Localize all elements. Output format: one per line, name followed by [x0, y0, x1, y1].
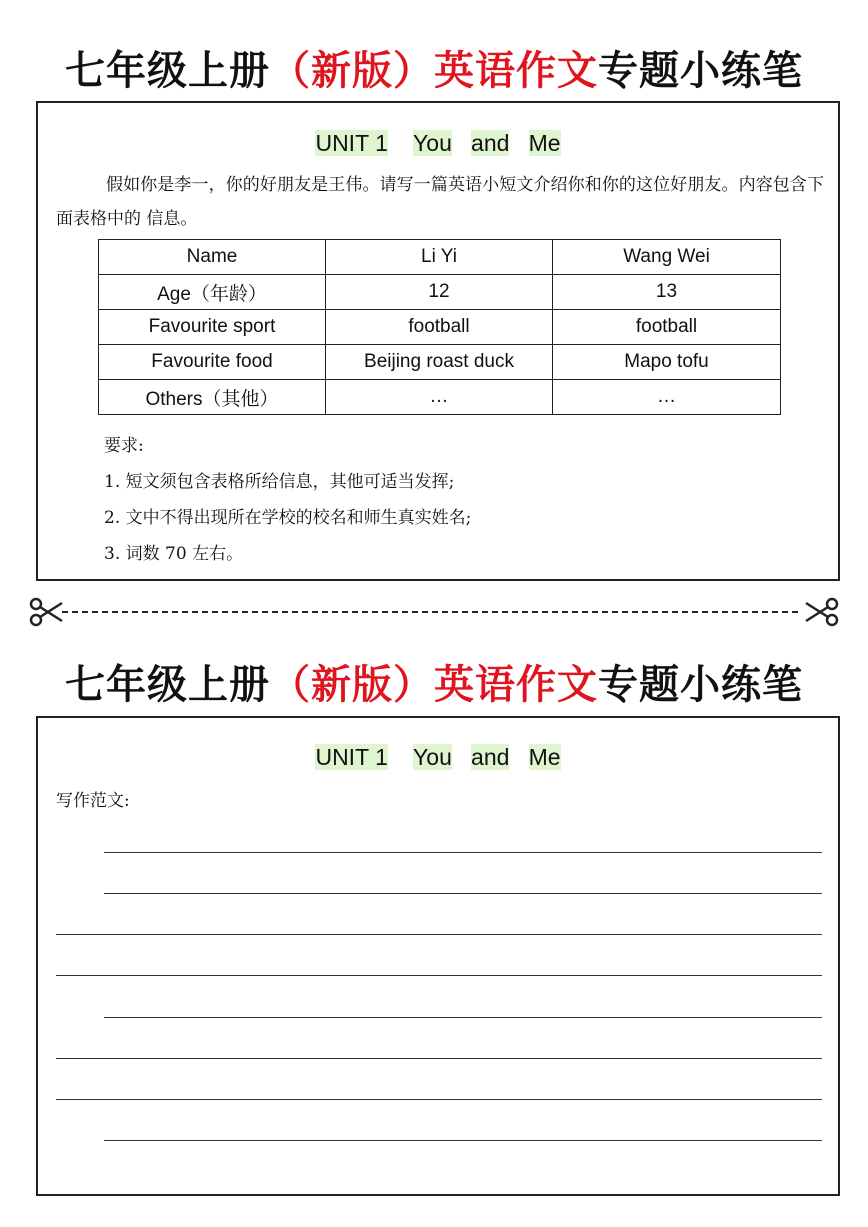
title-part-3: 专题小练笔 [598, 662, 803, 708]
unit-number: UNIT 1 [315, 744, 388, 770]
writing-label: 写作范文: [56, 791, 130, 811]
scissors-icon [28, 596, 64, 628]
title-part-2: （新版）英语作文 [270, 48, 598, 94]
info-table [98, 239, 781, 415]
writing-line[interactable] [104, 852, 822, 853]
unit-word-me: Me [528, 130, 561, 156]
cut-line [62, 611, 798, 613]
writing-line[interactable] [56, 1058, 822, 1059]
table-cell: Mapo tofu [553, 345, 781, 380]
table-cell: 12 [326, 275, 553, 310]
table-row [99, 275, 781, 310]
table-cell: Beijing roast duck [326, 345, 553, 380]
table-header-cell: Name [99, 240, 326, 275]
table-header-cell: Li Yi [326, 240, 553, 275]
table-cell: football [553, 310, 781, 345]
unit-word-and: and [471, 744, 510, 770]
table-cell: Age（年龄） [99, 275, 326, 310]
title-part-1: 七年级上册 [65, 662, 270, 708]
writing-line[interactable] [56, 934, 822, 935]
table-cell: Favourite food [99, 345, 326, 380]
table-header-cell: Wang Wei [553, 240, 781, 275]
table-cell: … [553, 380, 781, 415]
requirement-item: 3. 词数 70 左右。 [104, 544, 244, 564]
task-card [36, 101, 840, 581]
requirements [104, 428, 471, 572]
writing-card [36, 716, 840, 1196]
task-prompt: 假如你是李一，你的好朋友是王伟。请写一篇英语小短文介绍你和你的这位好朋友。内容包含下面表格中的 信息。 [56, 175, 824, 229]
writing-line[interactable] [104, 893, 822, 894]
table-cell: … [326, 380, 553, 415]
title-part-1: 七年级上册 [65, 48, 270, 94]
title-part-3: 专题小练笔 [598, 48, 803, 94]
page-title [0, 46, 868, 96]
requirement-item: 2. 文中不得出现所在学校的校名和师生真实姓名; [104, 508, 472, 528]
page-title-2 [0, 660, 868, 710]
table-row [99, 380, 781, 415]
unit-word-you: You [413, 744, 452, 770]
unit-heading [38, 129, 838, 157]
title-part-2: （新版）英语作文 [270, 662, 598, 708]
unit-word-me: Me [528, 744, 561, 770]
table-header-row [99, 240, 781, 275]
writing-line[interactable] [56, 1099, 822, 1100]
table-cell: Favourite sport [99, 310, 326, 345]
table-cell: football [326, 310, 553, 345]
unit-word-you: You [413, 130, 452, 156]
table-row [99, 345, 781, 380]
unit-word-and: and [471, 130, 510, 156]
unit-heading [38, 743, 838, 771]
writing-line[interactable] [104, 1017, 822, 1018]
scissors-icon [804, 596, 840, 628]
table-cell: 13 [553, 275, 781, 310]
table-cell: Others（其他） [99, 380, 326, 415]
unit-number: UNIT 1 [315, 130, 388, 156]
table-row [99, 310, 781, 345]
writing-line[interactable] [56, 975, 822, 976]
requirements-title: 要求: [104, 436, 144, 456]
requirement-item: 1. 短文须包含表格所给信息，其他可适当发挥; [104, 472, 455, 492]
writing-line[interactable] [104, 1140, 822, 1141]
